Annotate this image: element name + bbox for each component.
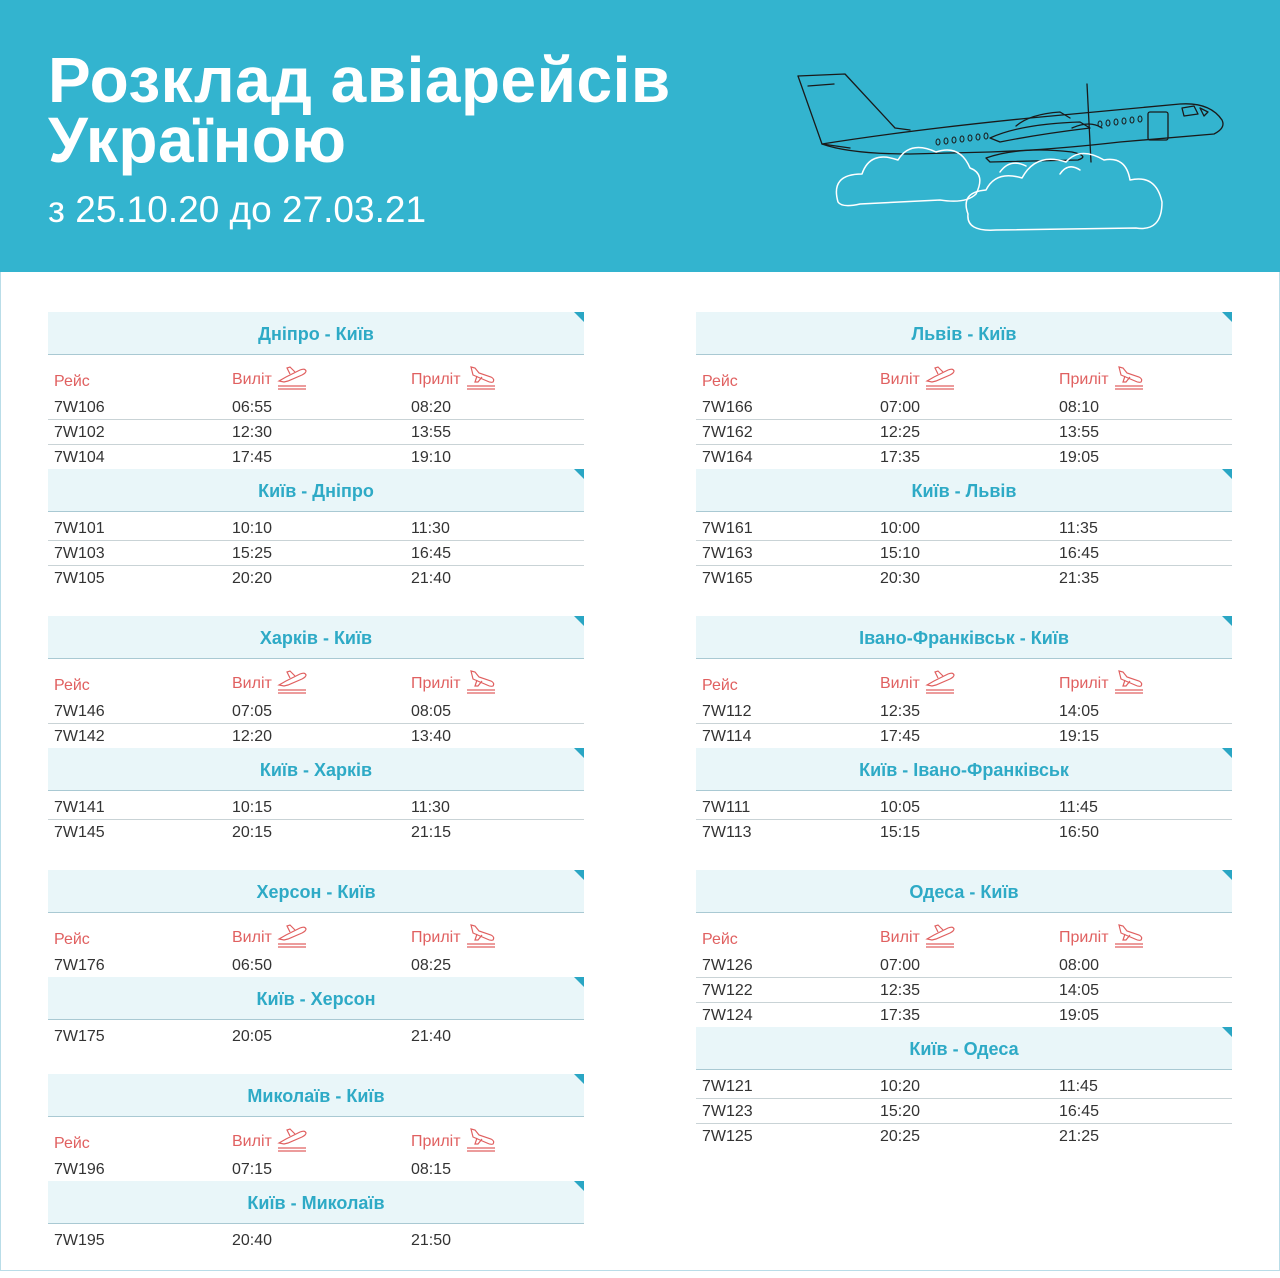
flight-number: 7W142 [54, 728, 105, 745]
flight-number: 7W105 [54, 570, 105, 587]
route-title: Херсон - Київ [256, 882, 376, 902]
label-departure-text: Виліт [232, 1133, 272, 1150]
route-title: Київ - Одеса [909, 1039, 1019, 1059]
flight-row [696, 795, 1232, 820]
column-labels [48, 913, 584, 953]
takeoff-icon [272, 365, 308, 396]
route-block [696, 870, 1232, 1148]
label-arrival-text: Приліт [1059, 929, 1109, 946]
departure-time: 10:05 [880, 799, 921, 816]
title-line-1: Розклад авіарейсів [48, 44, 671, 116]
flight-row [48, 516, 584, 541]
takeoff-icon [272, 923, 308, 954]
departure-time: 17:35 [880, 1007, 921, 1024]
flight-row [696, 1099, 1232, 1124]
arrival-time: 19:10 [411, 449, 452, 466]
arrival-time: 21:40 [411, 1028, 452, 1045]
flight-number: 7W124 [702, 1007, 753, 1024]
label-arrival-text: Приліт [411, 929, 461, 946]
corner-marker-icon [1222, 469, 1232, 479]
arrival-time: 11:30 [411, 799, 450, 816]
corner-marker-icon [574, 977, 584, 987]
route-header [696, 748, 1232, 791]
landing-icon [461, 923, 497, 954]
column-labels [48, 1117, 584, 1157]
flight-number: 7W163 [702, 545, 753, 562]
corner-marker-icon [574, 469, 584, 479]
label-departure-text: Виліт [880, 371, 920, 388]
flight-row [48, 395, 584, 420]
arrival-time: 16:45 [1059, 545, 1100, 562]
route-header [48, 1074, 584, 1117]
flight-number: 7W175 [54, 1028, 105, 1045]
departure-time: 17:45 [232, 449, 273, 466]
route-title: Миколаїв - Київ [247, 1086, 385, 1106]
corner-marker-icon [574, 616, 584, 626]
arrival-time: 11:45 [1059, 1078, 1098, 1095]
departure-time: 12:20 [232, 728, 273, 745]
flight-number: 7W166 [702, 399, 753, 416]
flight-row [48, 820, 584, 844]
flight-number: 7W114 [702, 728, 752, 745]
arrival-time: 08:00 [1059, 957, 1100, 974]
arrival-time: 13:55 [1059, 424, 1100, 441]
label-flight-text: Рейс [702, 677, 738, 694]
departure-time: 17:45 [880, 728, 921, 745]
flight-row [696, 699, 1232, 724]
route-block [696, 616, 1232, 844]
departure-time: 15:10 [880, 545, 921, 562]
flight-number: 7W112 [702, 703, 752, 720]
route-header [696, 312, 1232, 355]
label-flight [54, 925, 90, 949]
route-block [696, 312, 1232, 590]
route-header [696, 616, 1232, 659]
label-flight-text: Рейс [54, 677, 90, 694]
corner-marker-icon [1222, 870, 1232, 880]
flight-number: 7W145 [54, 824, 105, 841]
flight-number: 7W176 [54, 957, 105, 974]
route-title: Київ - Івано-Франківськ [859, 760, 1069, 780]
departure-time: 12:30 [232, 424, 273, 441]
arrival-time: 08:25 [411, 957, 452, 974]
corner-marker-icon [574, 312, 584, 322]
label-departure [880, 669, 956, 700]
flight-row [696, 516, 1232, 541]
airplane-clouds-illustration [790, 62, 1240, 242]
takeoff-icon [920, 923, 956, 954]
takeoff-icon [272, 669, 308, 700]
arrival-time: 21:40 [411, 570, 452, 587]
corner-marker-icon [574, 748, 584, 758]
flight-row [48, 541, 584, 566]
label-departure-text: Виліт [232, 371, 272, 388]
flight-row [696, 724, 1232, 748]
departure-time: 12:35 [880, 982, 921, 999]
arrival-time: 11:30 [411, 520, 450, 537]
label-flight [702, 925, 738, 949]
header-banner [0, 0, 1280, 272]
schedule-column-right [696, 312, 1232, 1174]
route-title: Львів - Київ [911, 324, 1017, 344]
flight-row [48, 1024, 584, 1048]
flight-number: 7W113 [702, 824, 752, 841]
label-departure [880, 365, 956, 396]
label-arrival-text: Приліт [1059, 675, 1109, 692]
label-arrival-text: Приліт [1059, 371, 1109, 388]
label-arrival [1059, 365, 1145, 396]
flight-row [48, 699, 584, 724]
flight-row [696, 445, 1232, 469]
departure-time: 10:20 [880, 1078, 921, 1095]
label-flight [702, 367, 738, 391]
label-departure-text: Виліт [232, 929, 272, 946]
route-block [48, 1074, 584, 1252]
route-block [48, 616, 584, 844]
departure-time: 07:05 [232, 703, 273, 720]
label-departure [232, 669, 308, 700]
landing-icon [1109, 365, 1145, 396]
flight-number: 7W102 [54, 424, 105, 441]
departure-time: 20:30 [880, 570, 921, 587]
route-title: Дніпро - Київ [258, 324, 374, 344]
flight-row [48, 1157, 584, 1181]
departure-time: 20:20 [232, 570, 273, 587]
flight-number: 7W101 [54, 520, 105, 537]
label-departure [880, 923, 956, 954]
departure-time: 10:00 [880, 520, 921, 537]
flight-number: 7W141 [54, 799, 105, 816]
arrival-time: 21:35 [1059, 570, 1100, 587]
route-header [48, 616, 584, 659]
arrival-time: 19:05 [1059, 449, 1100, 466]
flight-number: 7W164 [702, 449, 753, 466]
route-title: Київ - Миколаїв [247, 1193, 385, 1213]
route-title: Івано-Франківськ - Київ [859, 628, 1069, 648]
arrival-time: 21:50 [411, 1232, 452, 1249]
departure-time: 07:00 [880, 399, 921, 416]
arrival-time: 11:45 [1059, 799, 1098, 816]
takeoff-icon [920, 365, 956, 396]
flight-number: 7W125 [702, 1128, 753, 1145]
page-title [48, 44, 671, 176]
label-departure-text: Виліт [880, 675, 920, 692]
label-flight [702, 671, 738, 695]
label-arrival [1059, 669, 1145, 700]
landing-icon [461, 1127, 497, 1158]
label-flight-text: Рейс [702, 373, 738, 390]
arrival-time: 14:05 [1059, 982, 1100, 999]
label-flight [54, 367, 90, 391]
takeoff-icon [920, 669, 956, 700]
arrival-time: 11:35 [1059, 520, 1098, 537]
arrival-time: 21:25 [1059, 1128, 1100, 1145]
flight-number: 7W103 [54, 545, 105, 562]
label-departure-text: Виліт [880, 929, 920, 946]
arrival-time: 08:15 [411, 1161, 452, 1178]
departure-time: 20:40 [232, 1232, 273, 1249]
departure-time: 07:00 [880, 957, 921, 974]
arrival-time: 13:55 [411, 424, 452, 441]
route-title: Харків - Київ [259, 628, 373, 648]
corner-marker-icon [574, 1181, 584, 1191]
departure-time: 10:15 [232, 799, 273, 816]
flight-number: 7W161 [702, 520, 753, 537]
corner-marker-icon [1222, 1027, 1232, 1037]
arrival-time: 13:40 [411, 728, 452, 745]
departure-time: 20:15 [232, 824, 273, 841]
label-arrival [1059, 923, 1145, 954]
corner-marker-icon [1222, 616, 1232, 626]
route-header [696, 1027, 1232, 1070]
departure-time: 10:10 [232, 520, 273, 537]
label-departure-text: Виліт [232, 675, 272, 692]
departure-time: 06:50 [232, 957, 273, 974]
departure-time: 15:20 [880, 1103, 921, 1120]
label-flight-text: Рейс [54, 1135, 90, 1152]
arrival-time: 19:15 [1059, 728, 1100, 745]
flight-number: 7W111 [702, 799, 751, 816]
label-arrival [411, 923, 497, 954]
route-block [48, 312, 584, 590]
landing-icon [1109, 923, 1145, 954]
label-departure [232, 1127, 308, 1158]
arrival-time: 08:05 [411, 703, 452, 720]
flight-row [696, 420, 1232, 445]
label-flight-text: Рейс [54, 931, 90, 948]
flight-number: 7W123 [702, 1103, 753, 1120]
departure-time: 15:15 [880, 824, 921, 841]
schedule-column-left [48, 312, 584, 1278]
label-flight-text: Рейс [702, 931, 738, 948]
departure-time: 17:35 [880, 449, 921, 466]
flight-row [696, 566, 1232, 590]
label-departure [232, 365, 308, 396]
arrival-time: 16:45 [1059, 1103, 1100, 1120]
label-arrival-text: Приліт [411, 1133, 461, 1150]
label-flight [54, 671, 90, 695]
flight-row [696, 953, 1232, 978]
route-header [48, 469, 584, 512]
landing-icon [1109, 669, 1145, 700]
label-flight [54, 1129, 90, 1153]
flight-row [48, 445, 584, 469]
route-title: Київ - Львів [911, 481, 1017, 501]
route-title: Київ - Херсон [256, 989, 376, 1009]
label-flight-text: Рейс [54, 373, 90, 390]
flight-row [696, 395, 1232, 420]
schedule-period: з 25.10.20 до 27.03.21 [48, 189, 427, 230]
column-labels [696, 913, 1232, 953]
label-departure [232, 923, 308, 954]
corner-marker-icon [574, 870, 584, 880]
flight-row [696, 820, 1232, 844]
departure-time: 12:35 [880, 703, 921, 720]
column-labels [696, 355, 1232, 395]
landing-icon [461, 365, 497, 396]
flight-number: 7W122 [702, 982, 753, 999]
route-header [696, 469, 1232, 512]
departure-time: 07:15 [232, 1161, 273, 1178]
label-arrival [411, 669, 497, 700]
corner-marker-icon [574, 1074, 584, 1084]
flight-row [48, 566, 584, 590]
flight-number: 7W162 [702, 424, 753, 441]
flight-number: 7W104 [54, 449, 105, 466]
route-header [48, 312, 584, 355]
column-labels [48, 355, 584, 395]
flight-number: 7W126 [702, 957, 753, 974]
route-header [48, 977, 584, 1020]
arrival-time: 08:10 [1059, 399, 1100, 416]
flight-row [48, 953, 584, 977]
route-title: Київ - Харків [259, 760, 373, 780]
arrival-time: 08:20 [411, 399, 452, 416]
flight-number: 7W165 [702, 570, 753, 587]
label-arrival [411, 365, 497, 396]
label-arrival-text: Приліт [411, 371, 461, 388]
corner-marker-icon [1222, 748, 1232, 758]
flight-number: 7W106 [54, 399, 105, 416]
departure-time: 20:05 [232, 1028, 273, 1045]
route-header [48, 870, 584, 913]
flight-row [696, 1124, 1232, 1148]
departure-time: 12:25 [880, 424, 921, 441]
flight-number: 7W146 [54, 703, 105, 720]
label-arrival [411, 1127, 497, 1158]
flight-number: 7W121 [702, 1078, 753, 1095]
route-header [48, 1181, 584, 1224]
title-line-2: Україною [48, 104, 347, 176]
arrival-time: 14:05 [1059, 703, 1100, 720]
column-labels [696, 659, 1232, 699]
flight-row [696, 978, 1232, 1003]
flight-number: 7W196 [54, 1161, 105, 1178]
flight-row [48, 795, 584, 820]
flight-row [696, 1074, 1232, 1099]
corner-marker-icon [1222, 312, 1232, 322]
arrival-time: 21:15 [411, 824, 452, 841]
flight-row [48, 420, 584, 445]
label-arrival-text: Приліт [411, 675, 461, 692]
flight-row [696, 541, 1232, 566]
route-block [48, 870, 584, 1048]
landing-icon [461, 669, 497, 700]
departure-time: 20:25 [880, 1128, 921, 1145]
column-labels [48, 659, 584, 699]
flight-row [48, 1228, 584, 1252]
arrival-time: 19:05 [1059, 1007, 1100, 1024]
takeoff-icon [272, 1127, 308, 1158]
page-frame-left [0, 272, 1, 1271]
route-header [48, 748, 584, 791]
arrival-time: 16:45 [411, 545, 452, 562]
departure-time: 15:25 [232, 545, 273, 562]
route-header [696, 870, 1232, 913]
route-title: Одеса - Київ [909, 882, 1019, 902]
flight-number: 7W195 [54, 1232, 105, 1249]
flight-row [696, 1003, 1232, 1027]
flight-row [48, 724, 584, 748]
route-title: Київ - Дніпро [258, 481, 374, 501]
departure-time: 06:55 [232, 399, 273, 416]
arrival-time: 16:50 [1059, 824, 1100, 841]
